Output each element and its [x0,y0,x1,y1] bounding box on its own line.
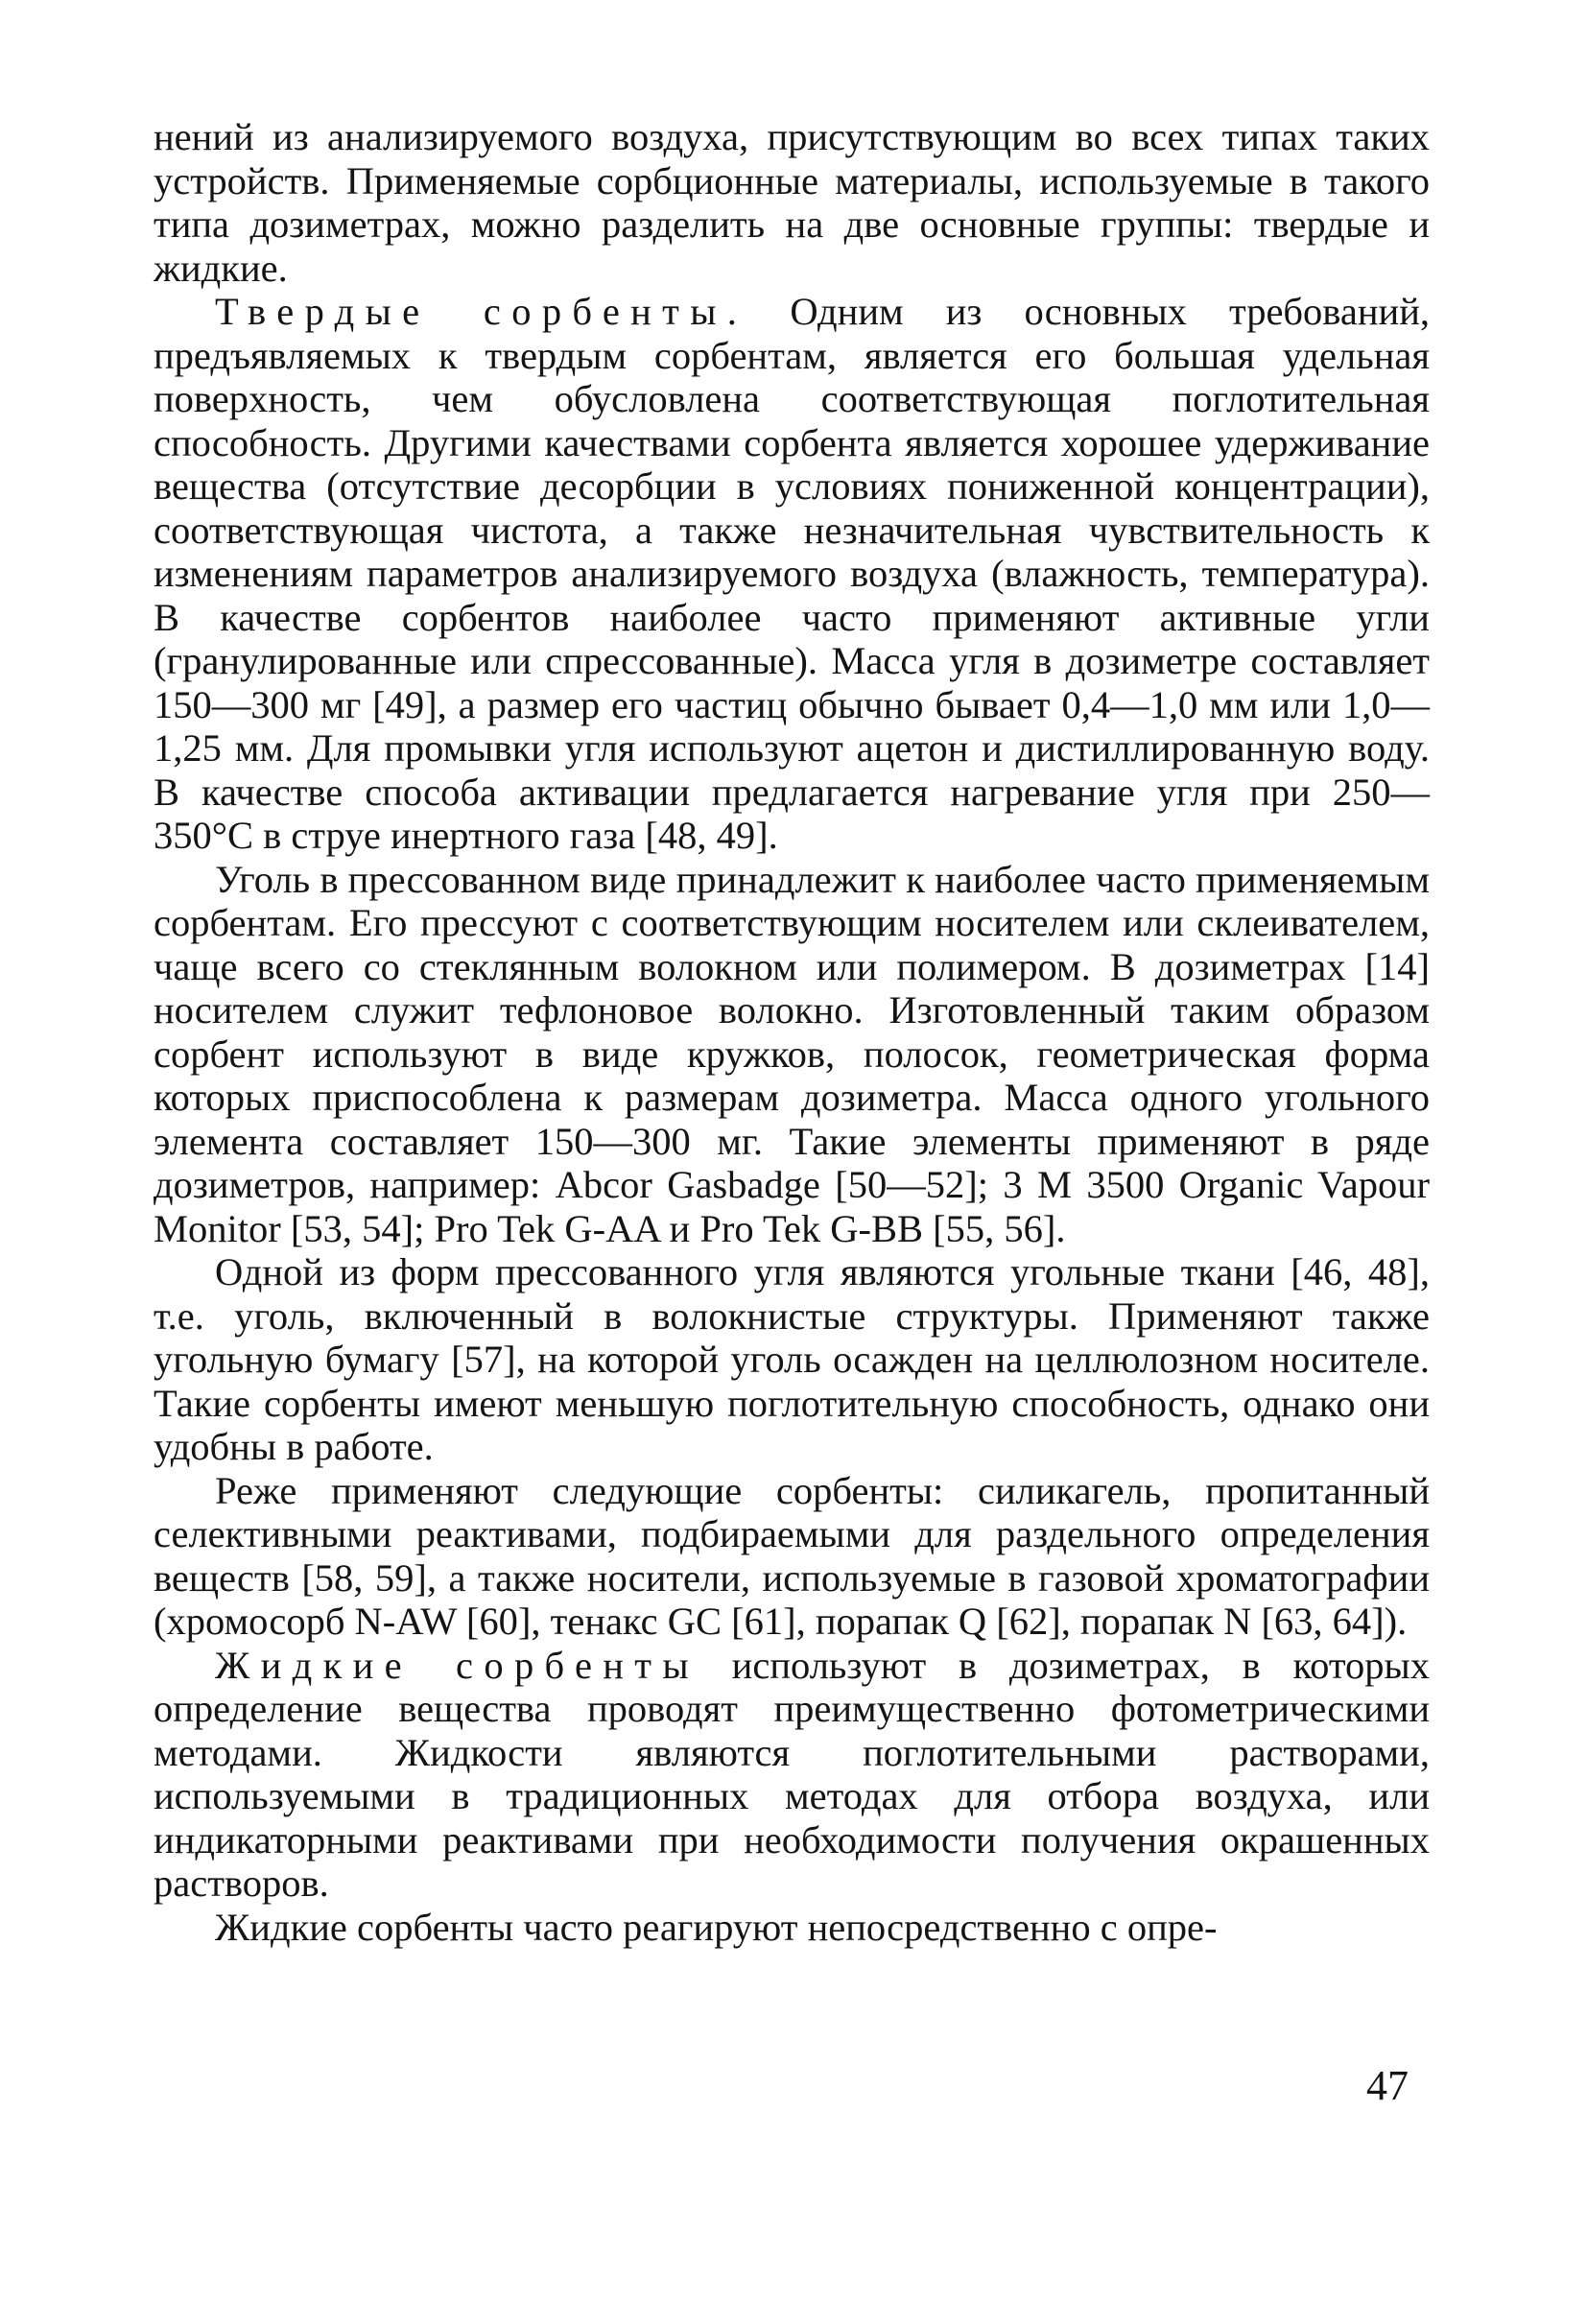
paragraph-coal-fabrics: Одной из форм прессованного угля являются угольные ткани [46, 48], т.е. уголь, включенный в волокнистые структуры. Применяют также угольную бумагу [57], на которой уголь осажден на целлюлозном носителе. Такие сорбенты имеют меньшую поглотительную способность, однако они удобны в работе. [154,1250,1430,1468]
paragraph-liquid-sorbents-body: используют в дозиметрах, в которых определение вещества проводят преимущественно фотометрическими методами. Жидкости являются поглотительными растворами, используемыми в традиционных методах для отбора воздуха, или индикаторными реактивами при необходимости получения окрашенных растворов. [154,1643,1430,1905]
paragraph-other-sorbents: Реже применяют следующие сорбенты: силикагель, пропитанный селективными реактивами, подбираемыми для раздельного определения веществ [58, 59], а также носители, используемые в газовой хроматографии (хромосорб N-AW [60], тенакс GC [61], порапак Q [62], порапак N [63, 64]). [154,1468,1430,1643]
paragraph-1: нений из анализируемого воздуха, присутствующим во всех типах таких устройств. Применяемые сорбционные материалы, используемые в такого типа дозиметрах, можно разделить на две основные группы: твердые и жидкие. [154,115,1430,290]
main-text [154,115,1430,1949]
heading-solid-sorbents: Твердые сорбенты. [215,290,748,333]
paragraph-solid-sorbents [154,290,1430,858]
paragraph-pressed-coal: Уголь в прессованном виде принадлежит к наиболее часто применяемым сорбентам. Его прессуют с соответствующим носителем или склеивателем, чаще всего со стеклянным волокном или полимером. В дозиметрах [14] носителем служит тефлоновое волокно. Изготовленный таким образом сорбент используют в виде кружков, полосок, геометрическая форма которых приспособлена к размерам дозиметра. Масса одного угольного элемента составляет 150—300 мг. Такие элементы применяют в ряде дозиметров, например: Abcor Gasbadge [50—52]; 3 M 3500 Organic Vapour Monitor [53, 54]; Pro Tek G-AA и Pro Tek G-BB [55, 56]. [154,857,1430,1250]
paragraph-solid-sorbents-body: Одним из основных требований, предъявляемых к твердым сорбентам, является его большая удельная поверхность, чем обусловлена соответствующая поглотительная способность. Другими качествами сорбента является хорошее удерживание вещества (отсутствие десорбции в условиях пониженной концентрации), соответствующая чистота, а также незначительная чувствительность к изменениям параметров анализируемого воздуха (влажность, температура). В качестве сорбентов наиболее часто применяют активные угли (гранулированные или спрессованные). Масса угля в дозиметре составляет 150—300 мг [49], а размер его частиц обычно бывает 0,4—1,0 мм или 1,0—1,25 мм. Для промывки угля используют ацетон и дистиллированную воду. В качестве способа активации предлагается нагревание угля при 250—350°С в струе инертного газа [48, 49]. [154,290,1431,857]
page-number: 47 [1366,2062,1409,2109]
heading-liquid-sorbents: Жидкие сорбенты [215,1643,699,1687]
paragraph-liquid-sorbents [154,1644,1430,1906]
paragraph-liquid-reactions: Жидкие сорбенты часто реагируют непосредственно с опре- [215,1905,1218,1949]
